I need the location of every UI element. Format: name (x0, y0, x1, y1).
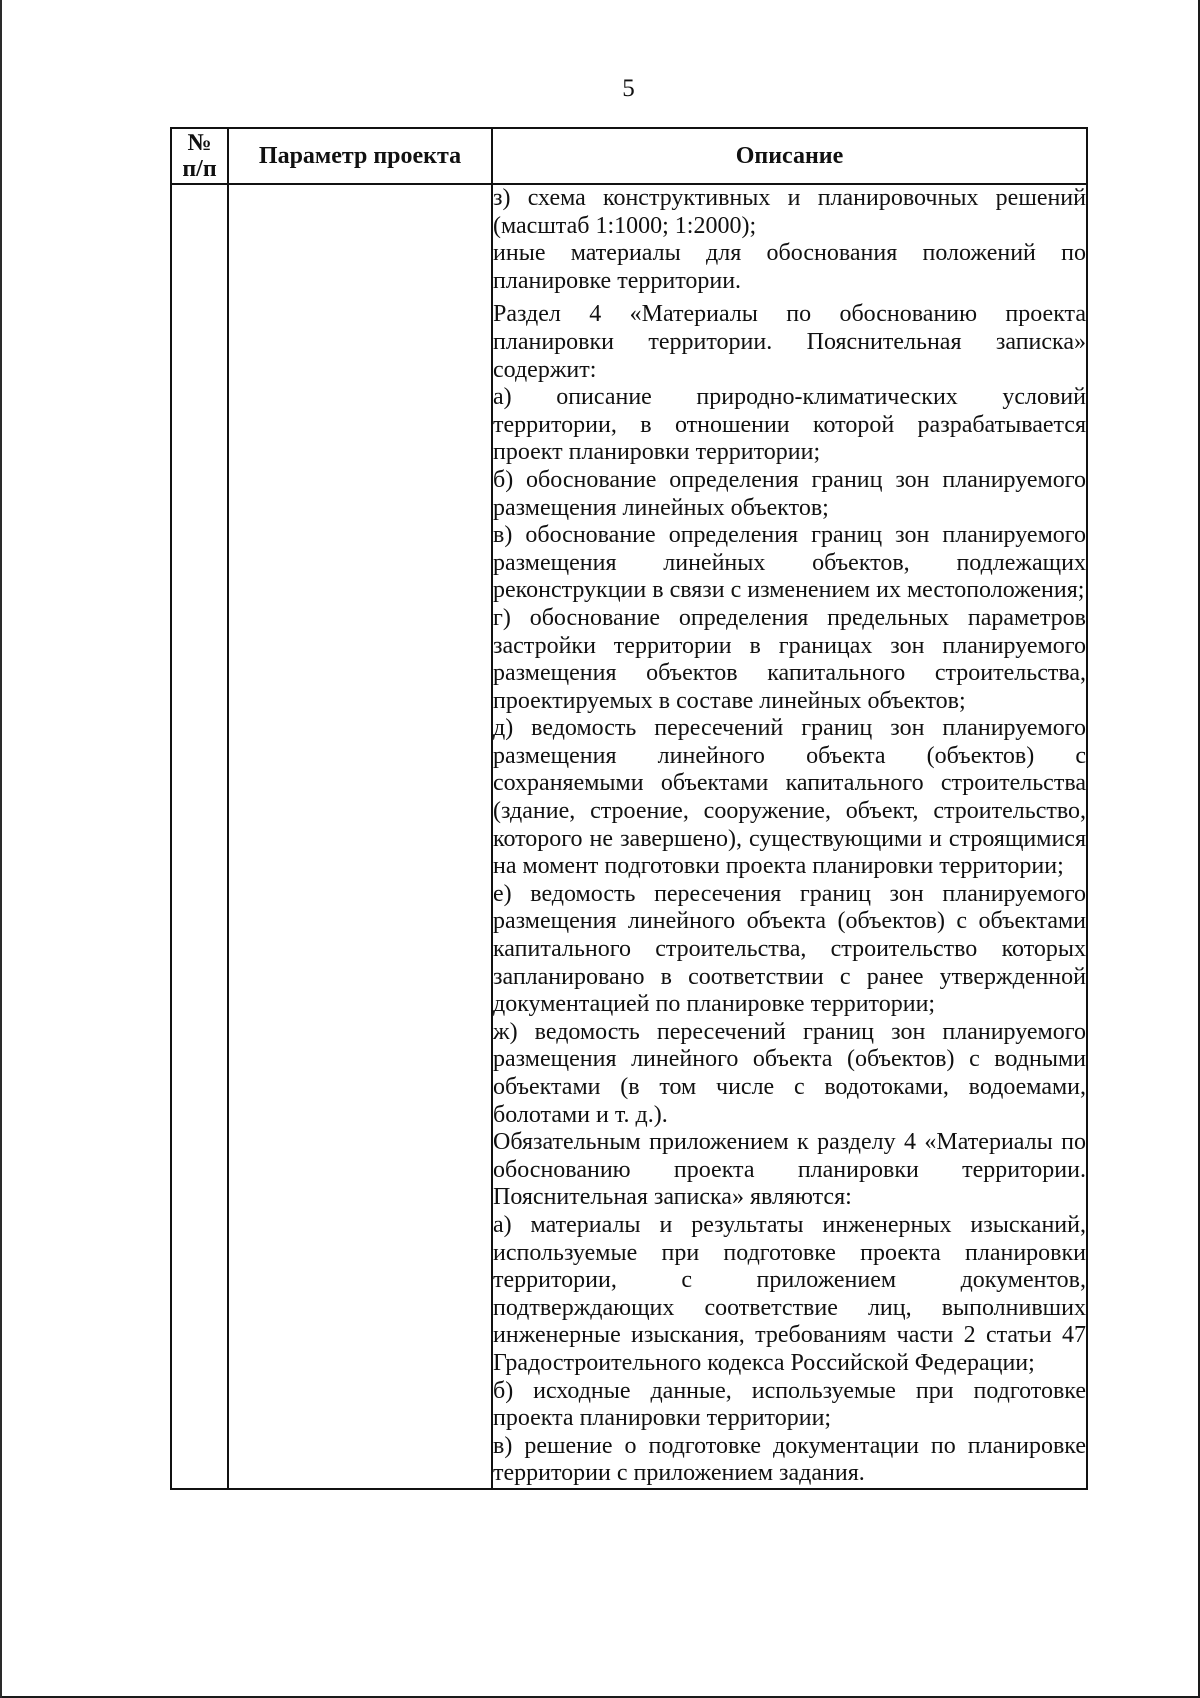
description-paragraph: б) обоснование определения границ зон планируемого размещения линейных объектов; (493, 466, 1086, 521)
header-parameter: Параметр проекта (228, 128, 492, 184)
description-paragraph: б) исходные данные, используемые при подготовке проекта планировки территории; (493, 1377, 1086, 1432)
header-number-line1: № (187, 130, 212, 156)
table-header-row (171, 128, 1087, 184)
description-paragraph: иные материалы для обоснования положений по планировке территории. (493, 240, 1086, 294)
description-paragraph: а) материалы и результаты инженерных изысканий, используемые при подготовке проекта планировки территории, с приложением документов, подтверждающих соответствие лиц, выполнивших инженерные изыскания, требованиям части 2 статьи 47 Градостроительного кодекса Российской Федерации; (493, 1211, 1086, 1376)
description-paragraph: Раздел 4 «Материалы по обоснованию проекта планировки территории. Пояснительная записка» содержит: (493, 301, 1086, 383)
description-paragraph: а) описание природно-климатических условий территории, в отношении которой разрабатывается проект планировки территории; (493, 384, 1086, 466)
scan-left-edge (0, 0, 2, 1698)
header-number (171, 128, 228, 184)
page-number: 5 (622, 75, 635, 102)
header-description: Описание (492, 128, 1087, 184)
description-paragraph: е) ведомость пересечения границ зон планируемого размещения линейного объекта (объектов) с объектами капитального строительства, строительство которых запланировано в соответствии с ранее утвержденной документацией по планировке территории; (493, 880, 1086, 1018)
table-row (171, 184, 1087, 1489)
cell-description (492, 184, 1087, 1489)
description-paragraph: ж) ведомость пересечений границ зон планируемого размещения линейного объекта (объектов) с водными объектами (в том числе с водотоками, водоемами, болотами и т. д.). (493, 1018, 1086, 1128)
description-paragraph: з) схема конструктивных и планировочных решений (масштаб 1:1000; 1:2000); (493, 185, 1086, 239)
parameters-table (170, 127, 1088, 1490)
header-number-line2: п/п (182, 156, 217, 182)
description-paragraph: в) решение о подготовке документации по планировке территории с приложением задания. (493, 1432, 1086, 1487)
description-paragraph: в) обоснование определения границ зон планируемого размещения линейных объектов, подлежащих реконструкции в связи с изменением их местоположения; (493, 522, 1086, 604)
description-paragraph: д) ведомость пересечений границ зон планируемого размещения линейного объекта (объектов) с сохраняемыми объектами капитального строительства (здание, строение, сооружение, объект, строительство, которого не завершено), существующими и строящимися на момент подготовки проекта планировки территории; (493, 715, 1086, 880)
cell-number (171, 184, 228, 1489)
description-paragraph: Обязательным приложением к разделу 4 «Материалы по обоснованию проекта планировки территории. Пояснительная записка» являются: (493, 1129, 1086, 1211)
cell-parameter (228, 184, 492, 1489)
description-paragraph: г) обоснование определения предельных параметров застройки территории в границах зон планируемого размещения объектов капитального строительства, проектируемых в составе линейных объектов; (493, 604, 1086, 714)
